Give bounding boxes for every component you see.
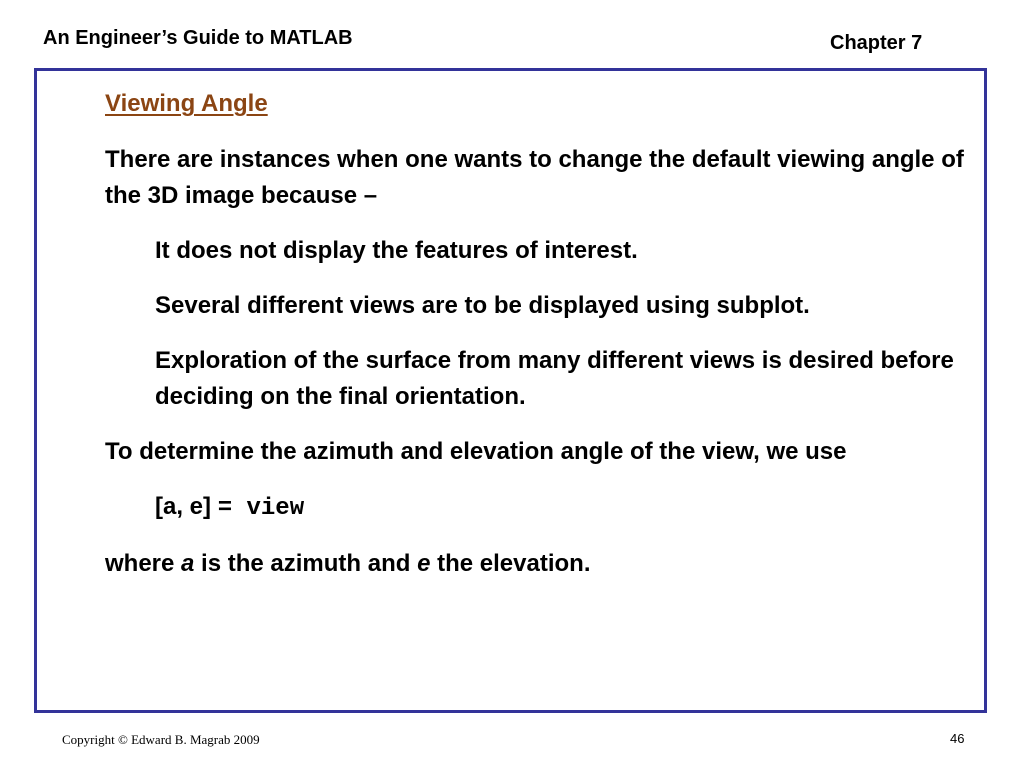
code-equals: =	[217, 495, 233, 522]
where-paragraph	[105, 546, 975, 582]
book-title: An Engineer’s Guide to MATLAB	[43, 27, 353, 49]
reason-item: Several different views are to be displayed using subplot.	[155, 292, 810, 319]
variable-a: a	[181, 550, 195, 577]
slide-title: Viewing Angle	[105, 90, 268, 117]
where-mid: is the azimuth and	[194, 550, 418, 577]
code-lhs: [a, e]	[155, 493, 218, 520]
reason-item: Exploration of the surface from many different views is desired before deciding on the final orientation.	[155, 347, 954, 410]
where-prefix: where	[105, 550, 182, 577]
slide-content	[105, 86, 975, 601]
code-function: view	[232, 495, 305, 522]
determine-paragraph: To determine the azimuth and elevation angle of the view, we use	[105, 438, 847, 465]
code-line	[155, 489, 975, 527]
copyright-notice: Copyright © Edward B. Magrab 2009	[62, 732, 260, 747]
where-suffix: the elevation.	[430, 550, 591, 577]
reason-item: It does not display the features of interest.	[155, 237, 638, 264]
page-number: 46	[950, 731, 965, 746]
variable-e: e	[417, 550, 431, 577]
intro-paragraph: There are instances when one wants to change the default viewing angle of the 3D image because –	[105, 146, 964, 209]
chapter-label: Chapter 7	[830, 32, 923, 54]
